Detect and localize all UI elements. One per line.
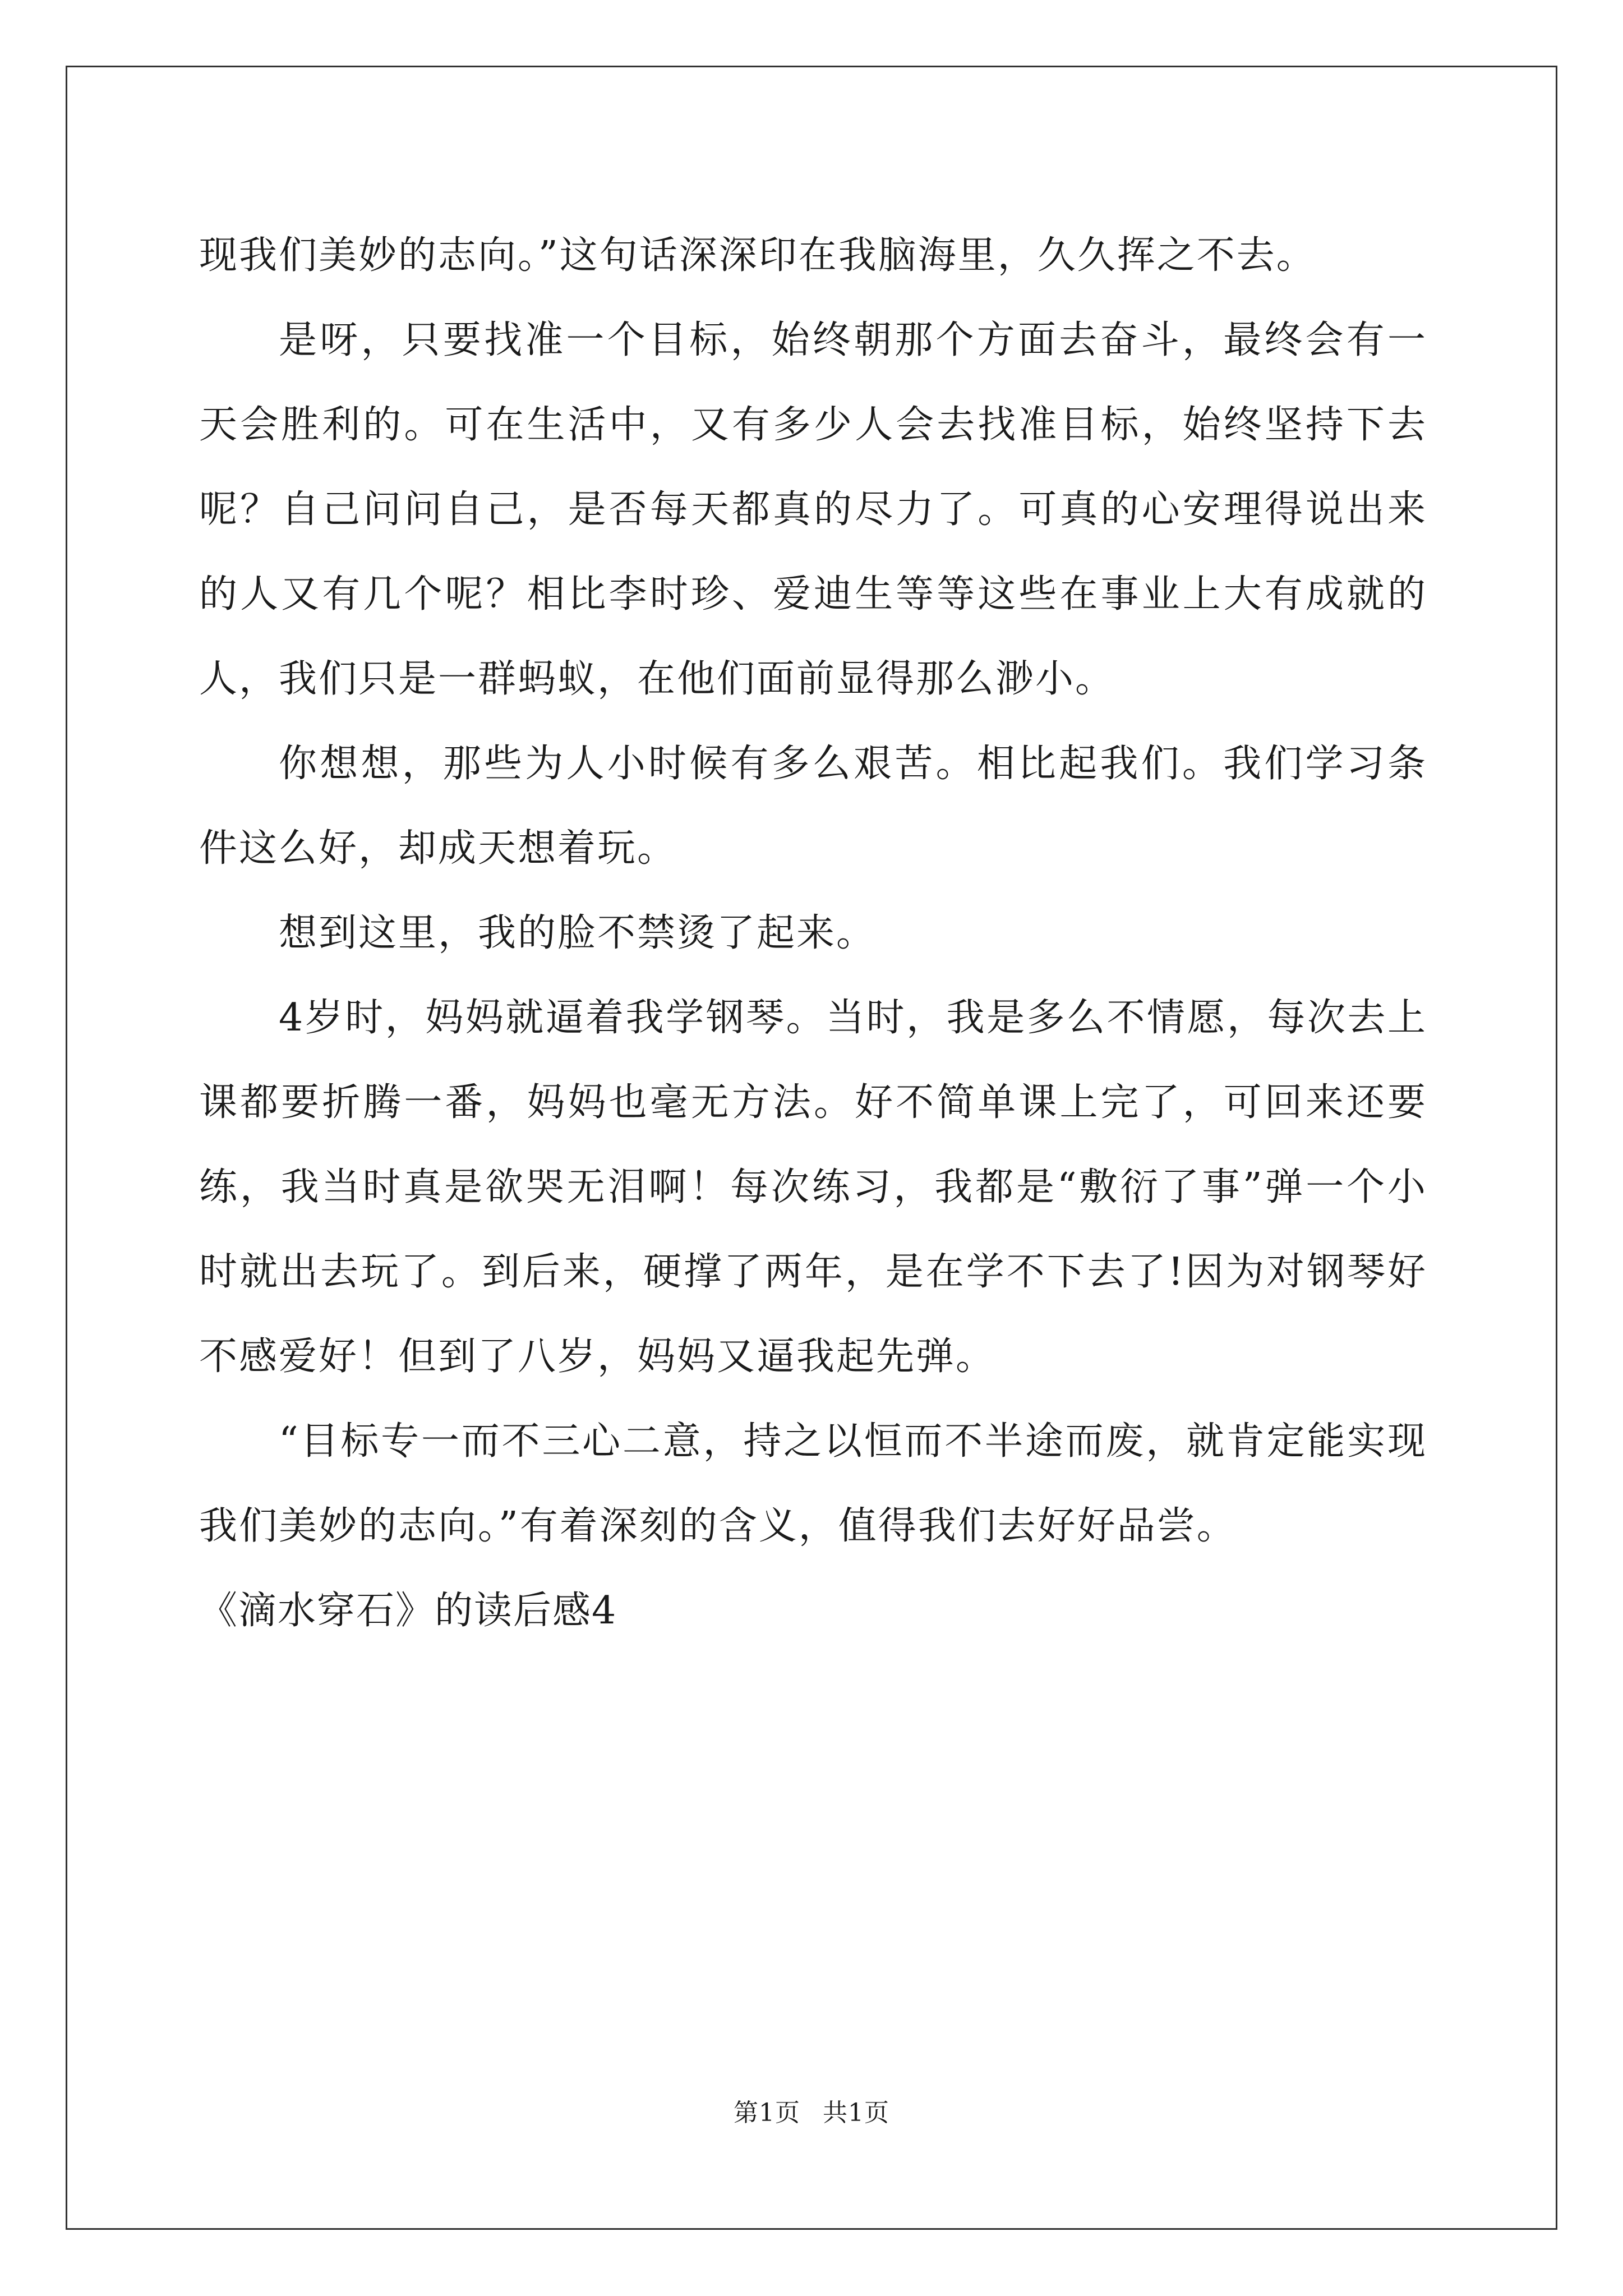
page-footer [0, 2092, 1623, 2128]
paragraph-4: 想到这里，我的脸不禁烫了起来。 [279, 911, 877, 955]
document-body [199, 213, 1427, 1653]
paragraph-1: 现我们美妙的志向。”这句话深深印在我脑海里，久久挥之不去。 [199, 233, 1316, 278]
paragraph-3: 你想想，那些为人小时候有多么艰苦。相比起我们。我们学习条件这么好，却成天想着玩。 [199, 742, 1427, 871]
page-total: 共1页 [823, 2099, 889, 2127]
section-heading: 《滴水穿石》的读后感4 [199, 1589, 617, 1633]
paragraph-5: 4岁时，妈妈就逼着我学钢琴。当时，我是多么不情愿，每次去上课都要折腾一番，妈妈也毫无方法。好不简单课上完了，可回来还要练，我当时真是欲哭无泪啊！每次练习，我都是“敷衍了事”弹一个小时就出去玩了。到后来，硬撑了两年，是在学不下去了!因为对钢琴好不感爱好！但到了八岁，妈妈又逼我起先弹。 [199, 996, 1427, 1379]
paragraph-6: “目标专一而不三心二意，持之以恒而不半途而废，就肯定能实现我们美妙的志向。”有着深刻的含义，值得我们去好好品尝。 [199, 1419, 1427, 1548]
page-number: 第1页 [734, 2099, 800, 2127]
paragraph-2: 是呀，只要找准一个目标，始终朝那个方面去奋斗，最终会有一天会胜利的。可在生活中，又有多少人会去找准目标，始终坚持下去呢？自己问问自己，是否每天都真的尽力了。可真的心安理得说出来的人又有几个呢？相比李时珍、爱迪生等等这些在事业上大有成就的人，我们只是一群蚂蚁，在他们面前显得那么渺小。 [199, 318, 1427, 701]
